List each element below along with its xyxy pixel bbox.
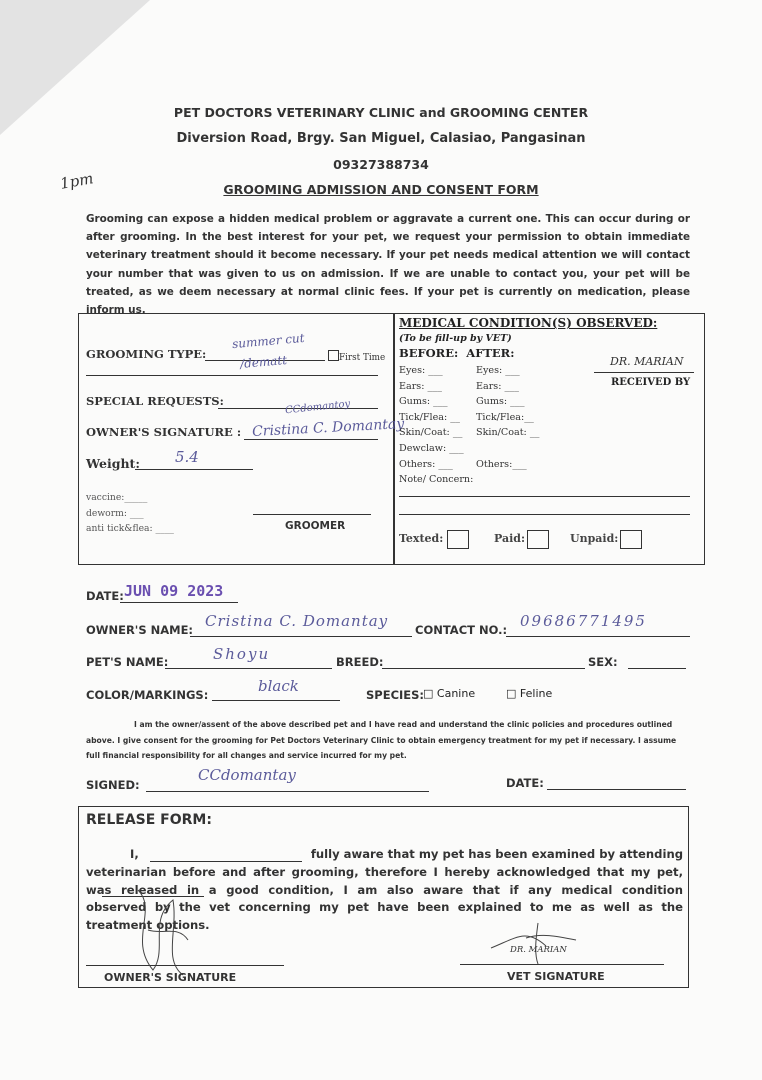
- medical-row: [399, 441, 539, 457]
- pets-name-line: [165, 668, 332, 669]
- release-line-1a: I,: [130, 847, 139, 861]
- medical-after-cell: Gums: ___: [476, 396, 525, 408]
- owner-signature-scribble: CCdomantoy: [284, 398, 351, 417]
- box-divider: [393, 313, 395, 564]
- date-stamp: JUN 09 2023: [124, 582, 224, 600]
- note-concern-label: Note/ Concern:: [399, 474, 474, 485]
- date-line: [120, 602, 238, 603]
- owners-name-label: OWNER'S NAME:: [86, 623, 194, 637]
- medical-before-cell: Tick/Flea: __: [399, 411, 460, 423]
- medical-subtitle: (To be fill-up by VET): [399, 333, 512, 344]
- owners-signature-label: OWNER'S SIGNATURE: [104, 971, 237, 984]
- texted-checkbox[interactable]: [447, 530, 469, 549]
- pets-name-value: Shoyu: [213, 645, 271, 663]
- clinic-address: Diversion Road, Brgy. San Miguel, Calasiao, Pangasinan: [176, 131, 586, 146]
- form-title: GROOMING ADMISSION AND CONSENT FORM: [223, 182, 539, 197]
- medical-before-cell: Ears: ___: [399, 380, 442, 392]
- feline-checkbox-icon: □: [506, 687, 517, 700]
- breed-line: [382, 668, 585, 669]
- note-line-1: [399, 496, 690, 497]
- first-time-checkbox[interactable]: [328, 350, 385, 363]
- species-label: SPECIES:: [366, 688, 425, 702]
- medical-row: [399, 379, 539, 395]
- color-markings-label: COLOR/MARKINGS:: [86, 688, 209, 702]
- feline-option[interactable]: [506, 687, 552, 700]
- vet-signature-text: DR. MARIAN: [510, 945, 567, 955]
- medical-after-cell: Eyes: ___: [476, 365, 520, 376]
- groomer-label: GROOMER: [285, 520, 346, 532]
- vaccine-label: vaccine:_____: [86, 492, 148, 503]
- medical-before-cell: Skin/Coat: __: [399, 427, 463, 439]
- owner-signature-line-release: [86, 965, 284, 966]
- release-line-4: observed by the vet concerning my pet have been explained to me as well as the treatment options.: [86, 900, 683, 933]
- medical-row: [399, 457, 539, 473]
- color-value: black: [258, 677, 299, 695]
- medical-before-cell: Eyes: ___: [399, 365, 443, 376]
- contact-no-label: CONTACT NO.:: [415, 623, 508, 637]
- clinic-name: PET DOCTORS VETERINARY CLINIC and GROOMING CENTER: [173, 105, 589, 120]
- anti-tick-label: anti tick&flea: ____: [86, 523, 174, 534]
- vaccine-deworm-list: [86, 490, 174, 537]
- vet-signature-drawing: [486, 918, 586, 966]
- canine-label: Canine: [436, 687, 476, 700]
- medical-row: [399, 394, 539, 410]
- owner-signature-value: Cristina C. Domantay: [251, 416, 405, 440]
- medical-after-cell: Skin/Coat: __: [476, 427, 540, 439]
- paid-label: Paid:: [494, 532, 526, 545]
- signed-label: SIGNED:: [86, 778, 140, 792]
- release-form-title: RELEASE FORM:: [86, 812, 212, 828]
- medical-after-cell: Tick/Flea:__: [476, 411, 534, 423]
- pets-name-label: PET'S NAME:: [86, 655, 169, 669]
- owner-signature-label: OWNER'S SIGNATURE :: [86, 425, 242, 439]
- feline-label: Feline: [519, 687, 553, 700]
- received-by-signature: DR. MARIAN: [610, 355, 684, 368]
- medical-before-cell: Others: ___: [399, 458, 453, 470]
- weight-value: 5.4: [175, 448, 199, 466]
- vet-signature-line: [460, 964, 664, 965]
- release-name-blank: [150, 861, 302, 862]
- sex-line: [628, 668, 686, 669]
- medical-before-cell: Gums: ___: [399, 396, 448, 408]
- color-line: [212, 700, 340, 701]
- clinic-phone: 09327388734: [333, 157, 429, 172]
- unpaid-label: Unpaid:: [570, 532, 619, 545]
- deworm-label: deworm: ___: [86, 507, 144, 519]
- grooming-type-value-1: summer cut: [231, 330, 306, 352]
- release-line-3: was released in a good condition, I am also aware that if any medical condition: [86, 882, 683, 897]
- special-requests-label: SPECIAL REQUESTS:: [86, 394, 224, 408]
- medical-after-cell: Others:___: [476, 458, 527, 470]
- before-after-header: [399, 346, 514, 360]
- release-line-2: veterinarian before and after grooming, therefore I hereby acknowledged that my pet,: [86, 864, 683, 879]
- received-by-label: RECEIVED BY: [611, 377, 691, 388]
- paid-checkbox[interactable]: [527, 530, 549, 549]
- medical-row: [399, 410, 539, 426]
- before-label: BEFORE:: [399, 346, 459, 360]
- release-line-1b: fully aware that my pet has been examined by attending: [310, 847, 683, 861]
- weight-label: Weight:: [86, 456, 140, 471]
- medical-conditions-title: MEDICAL CONDITION(S) OBSERVED:: [399, 316, 658, 330]
- medical-row: [399, 363, 539, 379]
- consent-paragraph: I am the owner/assent of the above described pet and I have read and understand the clinic policies and procedures outlined above. I give consent for the grooming for Pet Doctors Veterinary Clinic to obtain emergency treatment for my pet if necessary. I assume full financial responsibility for all changes and service incurred for my pet.: [86, 720, 677, 760]
- canine-checkbox-icon: □: [423, 687, 434, 700]
- medical-row: [399, 425, 539, 441]
- groomer-line: [253, 514, 371, 515]
- weight-line: [135, 469, 253, 470]
- signed-line: [146, 791, 429, 792]
- contact-no-line: [506, 636, 690, 637]
- vet-signature-label: VET SIGNATURE: [507, 970, 605, 983]
- unpaid-checkbox[interactable]: [620, 530, 642, 549]
- medical-after-cell: Ears: ___: [476, 380, 519, 392]
- date2-line: [547, 789, 686, 790]
- handwritten-time-note: 1pm: [58, 169, 95, 193]
- note-line-2: [399, 514, 690, 515]
- medical-rows: [399, 363, 539, 472]
- owners-name-line: [190, 636, 412, 637]
- received-by-line: [594, 372, 694, 373]
- texted-label: Texted:: [399, 532, 444, 545]
- canine-option[interactable]: [423, 687, 475, 700]
- breed-label: BREED:: [336, 655, 384, 669]
- date-label: DATE:: [86, 589, 124, 603]
- intro-paragraph: Grooming can expose a hidden medical problem or aggravate a current one. This can occur during or after grooming. In the best interest for your pet, we request your permission to obtain immediate veterinary treatment should it become necessary. If your pet needs medical attention we will contact your number that was given to us on admission. If we are unable to contact you, your pet will be treated, as we deem necessary at normal clinic fees. If your pet is currently on medication, please inform us.: [86, 213, 690, 317]
- sex-label: SEX:: [588, 655, 618, 669]
- after-label: AFTER:: [466, 346, 515, 360]
- grooming-type-line-2: [86, 375, 378, 376]
- grooming-type-value-2: /dematt: [239, 352, 288, 372]
- grooming-type-label: GROOMING TYPE:: [86, 347, 207, 361]
- checkbox-icon: [328, 350, 339, 361]
- medical-before-cell: Dewclaw: ___: [399, 442, 464, 454]
- date2-label: DATE:: [506, 776, 544, 790]
- first-time-label: First Time: [339, 353, 386, 363]
- contact-no-value: 09686771495: [520, 612, 647, 630]
- owners-name-value: Cristina C. Domantay: [205, 612, 389, 630]
- signed-value: CCdomantay: [198, 766, 296, 784]
